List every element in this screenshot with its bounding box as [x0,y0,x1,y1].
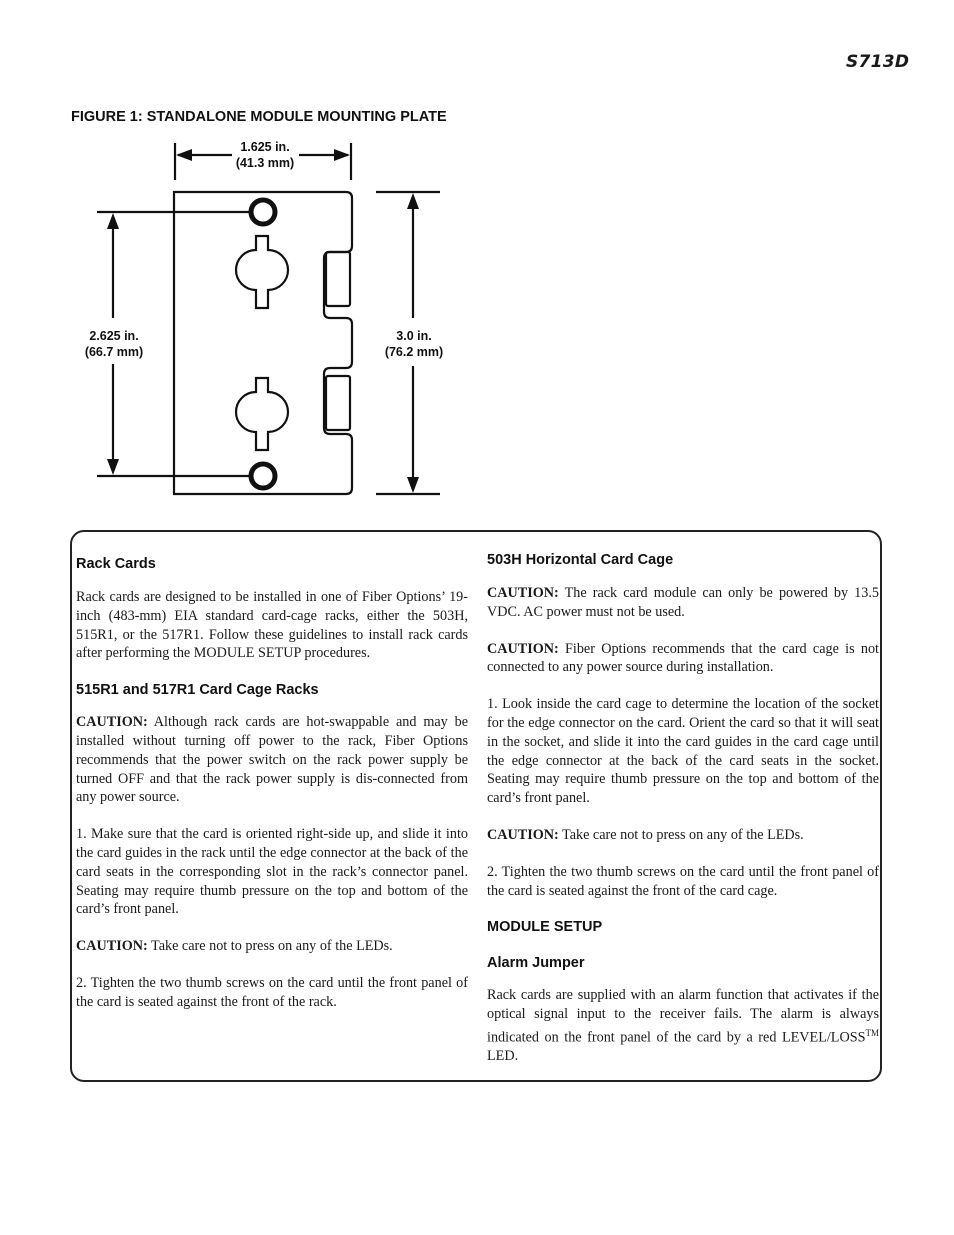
height-arrow-up [407,193,419,209]
width-dimension-label [228,139,302,171]
alarm-body-text: Rack cards are supplied with an alarm function that activates if the optical signal input to the receiver fails. The alarm is always indicated on the front panel of the card by a red LEVEL/LOSS [487,987,879,1046]
module-setup-heading: MODULE SETUP [487,919,603,936]
caution-label: CAUTION: [487,826,559,843]
caution-text: Fiber Options recommends that the card cage is not connected to any power source during installation. [487,640,879,676]
racks-515-step-2: 2. Tighten the two thumb screws on the card until the front panel of the card is seated against the front of the rack. [76,974,468,1010]
caution-text: Although rack cards are hot-swappable and may be installed without turning off power to the rack, Fiber Options recommends that the power switch on the rack power supply be turned OFF and that the rack power supply is dis-connected from any power source. [76,714,468,806]
cage-503h-heading: 503H Horizontal Card Cage [487,552,674,568]
caution-text: Take care not to press on any of the LEDs. [147,938,393,955]
alarm-body-end: LED. [487,1048,519,1065]
cage-503h-caution-power [487,584,879,622]
racks-515-step-1: 1. Make sure that the card is oriented right-side up, and slide it into the card guides in the rack until the edge connector at the back of the card seats in the corresponding slot in the rack’s connector panel. Seating may require thumb pressure on the top and bottom of the card’s front panel. [76,826,468,918]
hole-arrow-up [107,213,119,229]
alarm-jumper-heading: Alarm Jumper [487,955,585,972]
caution-text: The rack card module can only be powered by 13.5 VDC. AC power must not be used. [487,585,879,620]
height-dim-mm: (76.2 mm) [384,345,444,359]
plate-tab-lower [326,376,350,430]
caution-label: CAUTION: [487,640,559,657]
racks-515-caution-leds [76,937,468,956]
trademark: TM [865,1027,879,1038]
keyhole-slot-lower [236,378,288,450]
alarm-jumper-body [487,986,879,1066]
rack-cards-heading: Rack Cards [76,556,156,572]
width-dim-mm: (41.3 mm) [235,156,295,170]
hole-arrow-down [107,459,119,475]
caution-text: Take care not to press on any of the LEDs. [558,826,804,843]
mounting-hole-bottom [251,464,275,488]
cage-503h-caution-leds [487,826,879,845]
cage-503h-step-1: 1. Look inside the card cage to determine the location of the socket for the edge connector on the card. Orient the card so that it will seat in the socket, and slide it into the card guides in the card cage until the edge connector at the back of the card seats in the socket. Seating may require thumb pressure on the top and bottom of the card’s front panel. [487,696,879,807]
racks-515-caution [76,713,468,807]
racks-515-heading: 515R1 and 517R1 Card Cage Racks [76,682,319,699]
height-dim-in: 3.0 in. [396,329,432,343]
width-arrow-right [334,149,350,161]
width-dim-in: 1.625 in. [240,140,290,154]
mounting-plate-diagram [0,0,954,520]
plate-tab-upper [326,252,350,306]
hole-spacing-label [74,328,154,360]
document-id: S713D [846,52,910,72]
cage-503h-step-2: 2. Tighten the two thumb screws on the card until the front panel of the card is seated against the front of the card cage. [487,863,879,899]
keyhole-slot-upper [236,236,288,308]
rack-cards-body: Rack cards are designed to be installed in one of Fiber Options’ 19-inch (483-mm) EIA standard card-cage racks, either the 503H, 515R1, or the 517R1. Follow these guidelines to install rack cards after performing the MODULE SETUP procedures. [76,589,468,662]
mounting-hole-top [251,200,275,224]
cage-503h-caution-source [487,640,879,678]
plate-outline [174,192,352,494]
caution-label: CAUTION: [76,714,148,731]
height-dimension-label [374,328,454,360]
hole-spacing-mm: (66.7 mm) [84,345,144,359]
caution-label: CAUTION: [487,585,559,601]
right-column [487,548,879,1066]
caution-label: CAUTION: [76,938,148,955]
hole-spacing-in: 2.625 in. [89,329,139,343]
width-arrow-left [176,149,192,161]
height-arrow-down [407,477,419,493]
left-column [76,548,468,1012]
figure-title: FIGURE 1: STANDALONE MODULE MOUNTING PLATE [71,109,447,125]
